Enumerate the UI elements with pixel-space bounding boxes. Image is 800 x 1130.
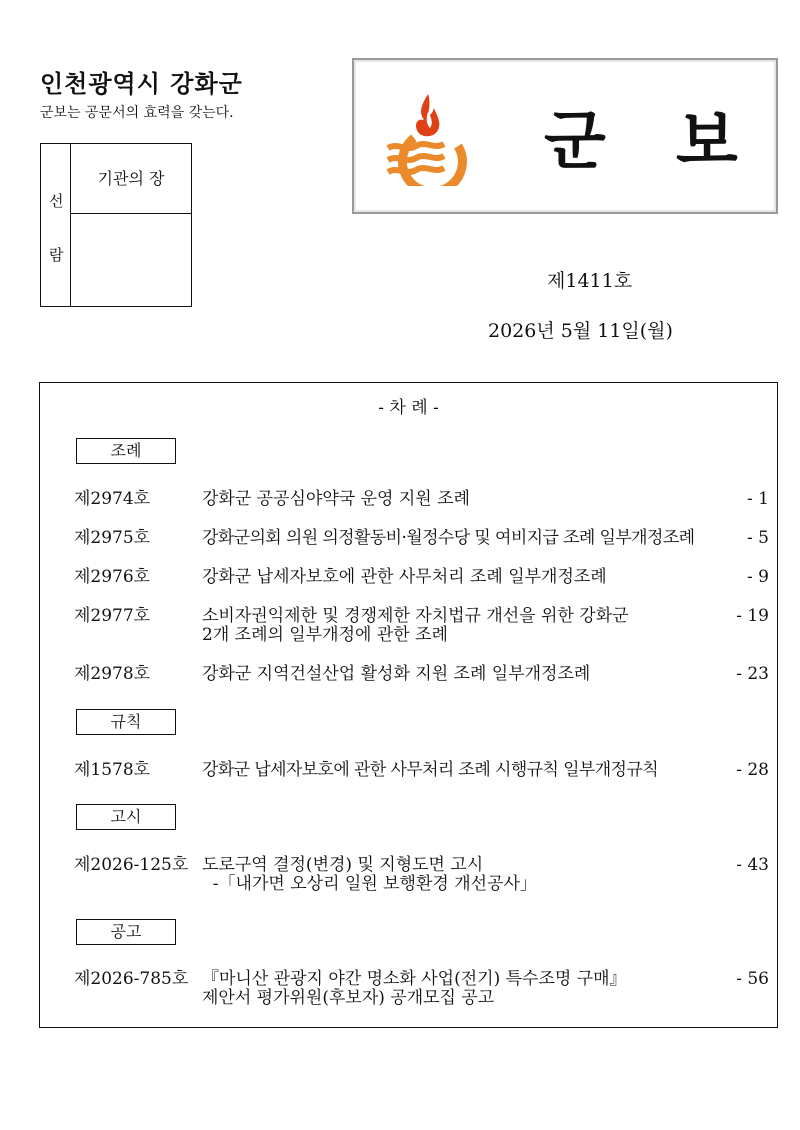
gangwha-emblem-icon bbox=[384, 90, 470, 186]
toc-entry-title: 강화군 공공심야약국 운영 지원 조례 bbox=[202, 489, 470, 509]
toc-entry-page: - 9 bbox=[747, 567, 769, 587]
toc-entry-page: - 56 bbox=[736, 969, 769, 989]
toc-entry-title: 강화군 지역건설산업 활성화 지원 조례 일부개정조례 bbox=[202, 664, 591, 684]
toc-entry-page: - 23 bbox=[736, 664, 769, 684]
toc-category-notice: 고시 bbox=[76, 804, 176, 830]
review-box-char: 람 bbox=[49, 246, 64, 264]
toc-category-announcement: 공고 bbox=[76, 919, 176, 945]
toc-entry-number: 제1578호 bbox=[74, 760, 151, 780]
issue-date: 2026년 5월 11일(월) bbox=[488, 320, 673, 342]
organization-name: 인천광역시 강화군 bbox=[40, 70, 243, 98]
review-box-char: 선 bbox=[49, 192, 64, 210]
toc-entry-number: 제2977호 bbox=[74, 606, 151, 626]
bulletin-banner bbox=[352, 58, 778, 214]
legal-notice: 군보는 공문서의 효력을 갖는다. bbox=[40, 105, 234, 121]
toc-entry-title: 『마니산 관광지 야간 명소화 사업(전기) 특수조명 구매』 bbox=[202, 969, 627, 989]
toc-entry-number: 제2026-785호 bbox=[74, 969, 189, 989]
toc-entry-number: 제2975호 bbox=[74, 528, 151, 548]
toc-entry-page: - 43 bbox=[736, 855, 769, 875]
toc-entry-title: 강화군의회 의원 의정활동비·월정수당 및 여비지급 조례 일부개정조례 bbox=[202, 528, 695, 548]
toc-entry-number: 제2026-125호 bbox=[74, 855, 189, 875]
toc-title: - 차 례 - bbox=[378, 398, 439, 418]
toc-entry-title: 도로구역 결정(변경) 및 지형도면 고시 bbox=[202, 855, 484, 875]
toc-entry-title: 강화군 납세자보호에 관한 사무처리 조례 일부개정조례 bbox=[202, 567, 607, 587]
toc-entry-title-line2: -「내가면 오상리 일원 보행환경 개선공사」 bbox=[202, 874, 537, 894]
toc-entry-title-line2: 2개 조례의 일부개정에 관한 조례 bbox=[202, 625, 448, 645]
toc-entry-title: 소비자권익제한 및 경쟁제한 자치법규 개선을 위한 강화군 bbox=[202, 606, 629, 626]
review-box bbox=[40, 143, 192, 307]
toc-entry-title: 강화군 납세자보호에 관한 사무처리 조례 시행규칙 일부개정규칙 bbox=[202, 760, 659, 780]
toc-entry-page: - 5 bbox=[747, 528, 769, 548]
toc-category-ordinance: 조례 bbox=[76, 438, 176, 464]
toc-entry-number: 제2978호 bbox=[74, 664, 151, 684]
review-box-label-column bbox=[41, 144, 71, 306]
toc-entry-number: 제2976호 bbox=[74, 567, 151, 587]
banner-title-char: 군 bbox=[544, 105, 606, 179]
toc-entry-page: - 1 bbox=[747, 489, 769, 509]
toc-category-rule: 규칙 bbox=[76, 709, 176, 735]
toc-entry-page: - 19 bbox=[736, 606, 769, 626]
toc-entry-page: - 28 bbox=[736, 760, 769, 780]
banner-title-char: 보 bbox=[676, 105, 738, 179]
table-of-contents bbox=[39, 382, 778, 1028]
toc-entry-title-line2: 제안서 평가위원(후보자) 공개모집 공고 bbox=[202, 988, 495, 1008]
toc-entry-number: 제2974호 bbox=[74, 489, 151, 509]
issue-number: 제1411호 bbox=[547, 270, 633, 292]
review-box-header: 기관의 장 bbox=[71, 144, 191, 214]
